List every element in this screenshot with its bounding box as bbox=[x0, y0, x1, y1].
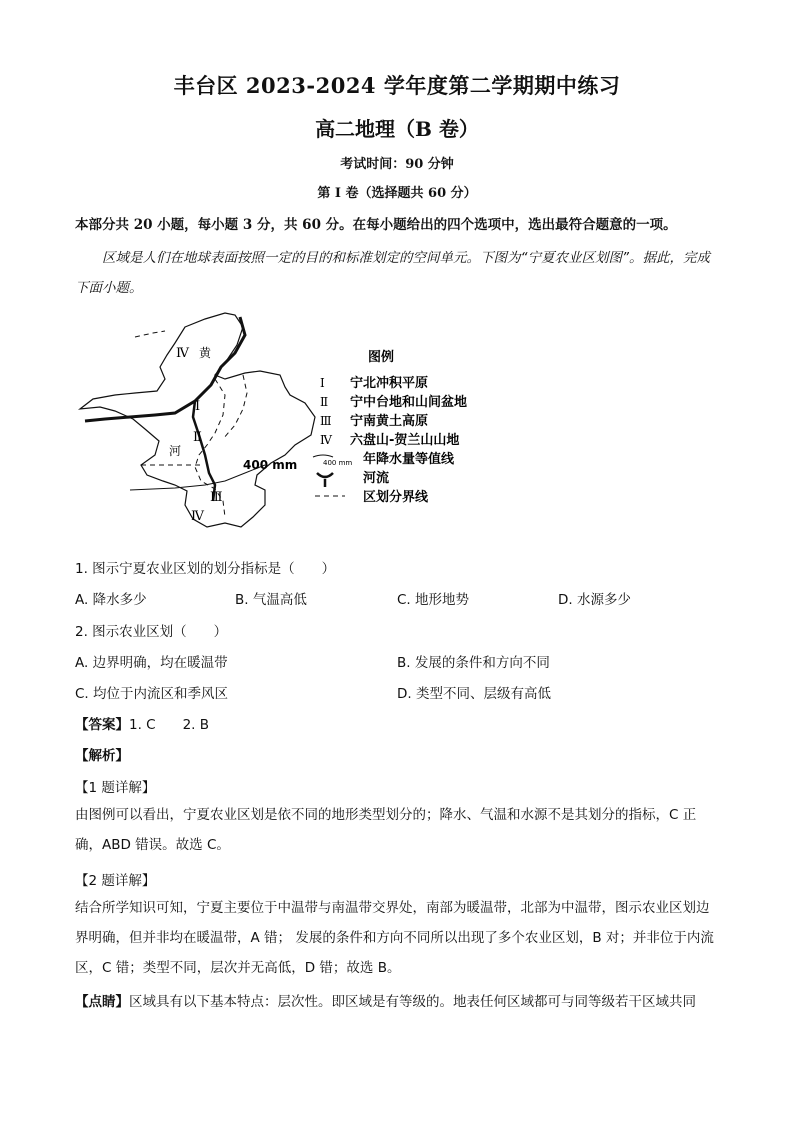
q2-option-c: C. 均位于内流区和季风区 bbox=[75, 686, 229, 702]
q2-option-b: B. 发展的条件和方向不同 bbox=[397, 655, 550, 671]
q2-option-a: A. 边界明确，均在暖温带 bbox=[75, 655, 228, 671]
legend-symbol-iv: Ⅳ bbox=[320, 433, 332, 447]
ningxia-map-figure bbox=[75, 305, 505, 535]
remark-line bbox=[75, 987, 720, 1017]
province-outline bbox=[80, 313, 315, 527]
division-line bbox=[223, 375, 247, 439]
q1-option-d: D. 水源多少 bbox=[558, 592, 631, 608]
legend-symbol-i: Ⅰ bbox=[320, 376, 325, 390]
section-heading: 第 I 卷（选择题共 60 分） bbox=[317, 186, 477, 201]
exam-time: 考试时间：90 分钟 bbox=[340, 157, 454, 172]
intro-paragraph: 区域是人们在地球表面按照一定的目的和标准划定的空间单元。下图为“宁夏农业区划图”。据此，完成下面小题。 bbox=[75, 250, 710, 296]
answer-text: 1. C 2. B bbox=[129, 717, 210, 733]
map-label-iii: Ⅲ bbox=[210, 490, 223, 505]
remark-tag: 【点睛】 bbox=[75, 994, 129, 1010]
division-line bbox=[135, 331, 165, 337]
legend-text-i: 宁北冲积平原 bbox=[350, 376, 429, 391]
legend-text-river: 河流 bbox=[363, 471, 390, 486]
yellow-river bbox=[85, 317, 245, 421]
map-label-ii: Ⅱ bbox=[193, 430, 202, 445]
legend-title: 图例 bbox=[368, 350, 395, 365]
analysis-tag: 【解析】 bbox=[75, 748, 129, 764]
legend-symbol-ii: Ⅱ bbox=[320, 395, 329, 409]
page-title: 丰台区 2023-2024 学年度第二学期期中练习 bbox=[173, 73, 621, 98]
detail-1-tag: 【1 题详解】 bbox=[75, 780, 156, 796]
detail-2-text: 结合所学知识可知，宁夏主要位于中温带与南温带交界处，南部为暖温带，北部为中温带，图示农业区划边界明确，但并非均在暖温带，A 错； 发展的条件和方向不同所以出现了多个农业区划，B 对；并非位于内流区，C 错；类型不同，层次并无高低，D 错；故选 B。 bbox=[75, 900, 714, 976]
map-label-iv-bottom: Ⅳ bbox=[191, 509, 204, 524]
legend-symbol-isoline: 400 mm bbox=[323, 459, 353, 467]
legend-text-iii: 宁南黄土高原 bbox=[350, 414, 429, 429]
q1-option-a: A. 降水多少 bbox=[75, 592, 147, 608]
legend-symbol-iii: Ⅲ bbox=[320, 414, 332, 428]
map-label-he: 河 bbox=[169, 444, 182, 458]
legend-text-iv: 六盘山-贺兰山山地 bbox=[350, 433, 460, 448]
map-label-iv-top: Ⅳ bbox=[176, 346, 189, 361]
q2-option-d: D. 类型不同、层级有高低 bbox=[397, 686, 551, 702]
page-subtitle: 高二地理（B 卷） bbox=[315, 117, 479, 141]
map-label-i: Ⅰ bbox=[195, 399, 201, 414]
legend-text-boundary: 区划分界线 bbox=[363, 490, 429, 505]
legend-text-ii: 宁中台地和山间盆地 bbox=[350, 395, 468, 410]
answer-tag: 【答案】 bbox=[75, 717, 129, 733]
q1-option-b: B. 气温高低 bbox=[235, 592, 307, 608]
instructions: 本部分共 20 小题，每小题 3 分，共 60 分。在每小题给出的四个选项中，选出最符合题意的一项。 bbox=[75, 217, 677, 233]
detail-1-text: 由图例可以看出，宁夏农业区划是依不同的地形类型划分的；降水、气温和水源不是其划分的指标，C 正确，ABD 错误。故选 C。 bbox=[75, 807, 697, 853]
legend-text-isoline: 年降水量等值线 bbox=[363, 452, 455, 467]
river-legend-icon bbox=[317, 473, 333, 487]
map-legend bbox=[313, 349, 467, 505]
question-1-stem: 1. 图示宁夏农业区划的划分指标是（ ） bbox=[75, 561, 336, 577]
detail-2-tag: 【2 题详解】 bbox=[75, 873, 156, 889]
question-2-stem: 2. 图示农业区划（ ） bbox=[75, 624, 228, 640]
map-label-400mm: 400 mm bbox=[243, 458, 298, 472]
remark-text: 区域具有以下基本特点：层次性。即区域是有等级的。地表任何区域都可与同等级若干区域共同 bbox=[129, 994, 696, 1010]
answer-line bbox=[75, 713, 209, 733]
map-label-huang: 黄 bbox=[199, 346, 212, 360]
q1-option-c: C. 地形地势 bbox=[397, 592, 470, 608]
